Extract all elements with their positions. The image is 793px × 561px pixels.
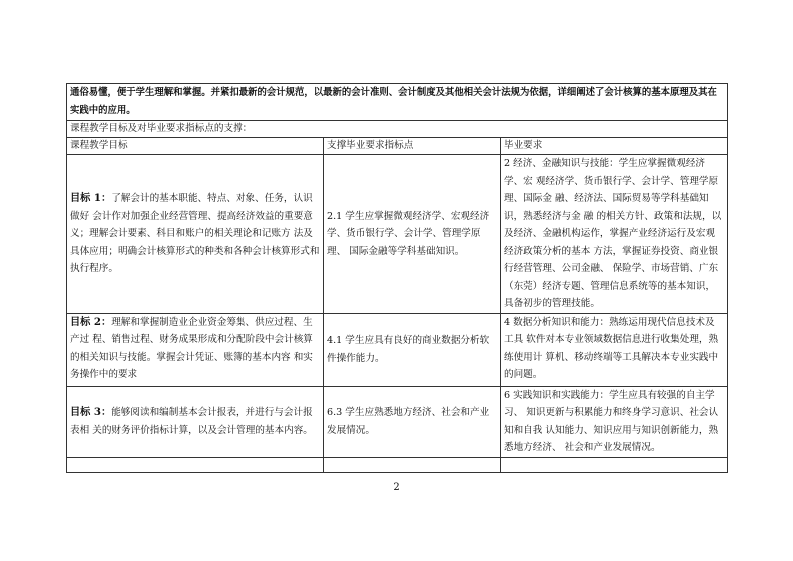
requirement-cell: 4 数据分析知识和能力：熟练运用现代信息技术及工具 软件对本专业领域数据信息进行收集处理，熟练使用计 算机、移动终端等工具解决本专业实践中的问题。 (501, 313, 728, 386)
indicator-cell: 6.3 学生应熟悉地方经济、社会和产业发展情况。 (324, 386, 501, 457)
table-header-row (67, 138, 728, 155)
table-row (67, 155, 728, 314)
requirement-cell: 2 经济、金融知识与技能：学生应掌握微观经济学、宏 观经济学、货币银行学、会计学、管理学原理、国际金 融、经济法、国际贸易等学科基础知识，熟悉经济与金 融 的相关方针、政策和法规，以及经济、金融机构运作，掌握产业经济运行及宏观经济政策分析的基本 方法，掌握证券投资、商业银行经营管理、公司金融、 保险学、市场营销、广东（东莞）经济专题、管理信息系统等的基本知识，具备初步的管理技能。 (501, 155, 728, 314)
page-number: 2 (393, 482, 400, 493)
table-row (67, 313, 728, 386)
goal-label: 目标 3： (70, 406, 112, 418)
empty-cell (324, 457, 501, 472)
goal-label: 目标 2： (70, 315, 112, 328)
course-objectives-table (66, 83, 728, 473)
support-title-row (67, 121, 728, 138)
indicator-cell: 2.1 学生应掌握微观经济学、宏观经济学、货币银行学、会计学、管理学原理、 国际金融等学科基础知识。 (324, 155, 501, 314)
goal-text: 了解会计的基本职能、特点、对象、任务，认识做好 会计作对加强企业经营管理、提高经济效益的重要意 义；理解会计要素、科目和账户的相关理论和记账方 法及具体应用；明确会计核算形式的种类和各种会计核算形式和执行程序。 (70, 193, 320, 274)
empty-cell (501, 457, 728, 472)
empty-row (67, 457, 728, 472)
goal-cell (67, 386, 324, 457)
goal-text: 理解和掌握制造业企业资金筹集、供应过程、生产过 程、销售过程、财务成果形成和分配阶段中会计核算 的相关知识与技能。掌握会计凭证、账簿的基本内容 和实务操作中的要求 (70, 316, 313, 380)
header-indicator: 支撑毕业要求指标点 (324, 138, 501, 155)
support-title: 课程教学目标及对毕业要求指标点的支撑： (67, 121, 728, 138)
intro-row (67, 84, 728, 121)
goal-cell (67, 155, 324, 314)
intro-text: 通俗易懂，便于学生理解和掌握。并紧扣最新的会计规范，以最新的会计准则、会计制度及其他相关会计法规为依据，详细阐述了会计核算的基本原理及其在实践中的应用。 (67, 84, 728, 121)
indicator-cell: 4.1 学生应具有良好的商业数据分析软件操作能力。 (324, 313, 501, 386)
goal-text: 能够阅读和编制基本会计报表，并进行与会计报表相 关的财务评价指标计算，以及会计管理的基本内容。 (70, 407, 313, 436)
header-goal: 课程教学目标 (67, 138, 324, 155)
header-requirement: 毕业要求 (501, 138, 728, 155)
requirement-cell: 6 实践知识和实践能力：学生应具有较强的自主学习、 知识更新与积累能力和终身学习意识、社会认知和自我 认知能力、知识应用与知识创新能力，熟悉地方经济、 社会和产业发展情况。 (501, 386, 728, 457)
empty-cell (67, 457, 324, 472)
goal-cell (67, 313, 324, 386)
table-row (67, 386, 728, 457)
goal-label: 目标 1： (70, 192, 112, 204)
